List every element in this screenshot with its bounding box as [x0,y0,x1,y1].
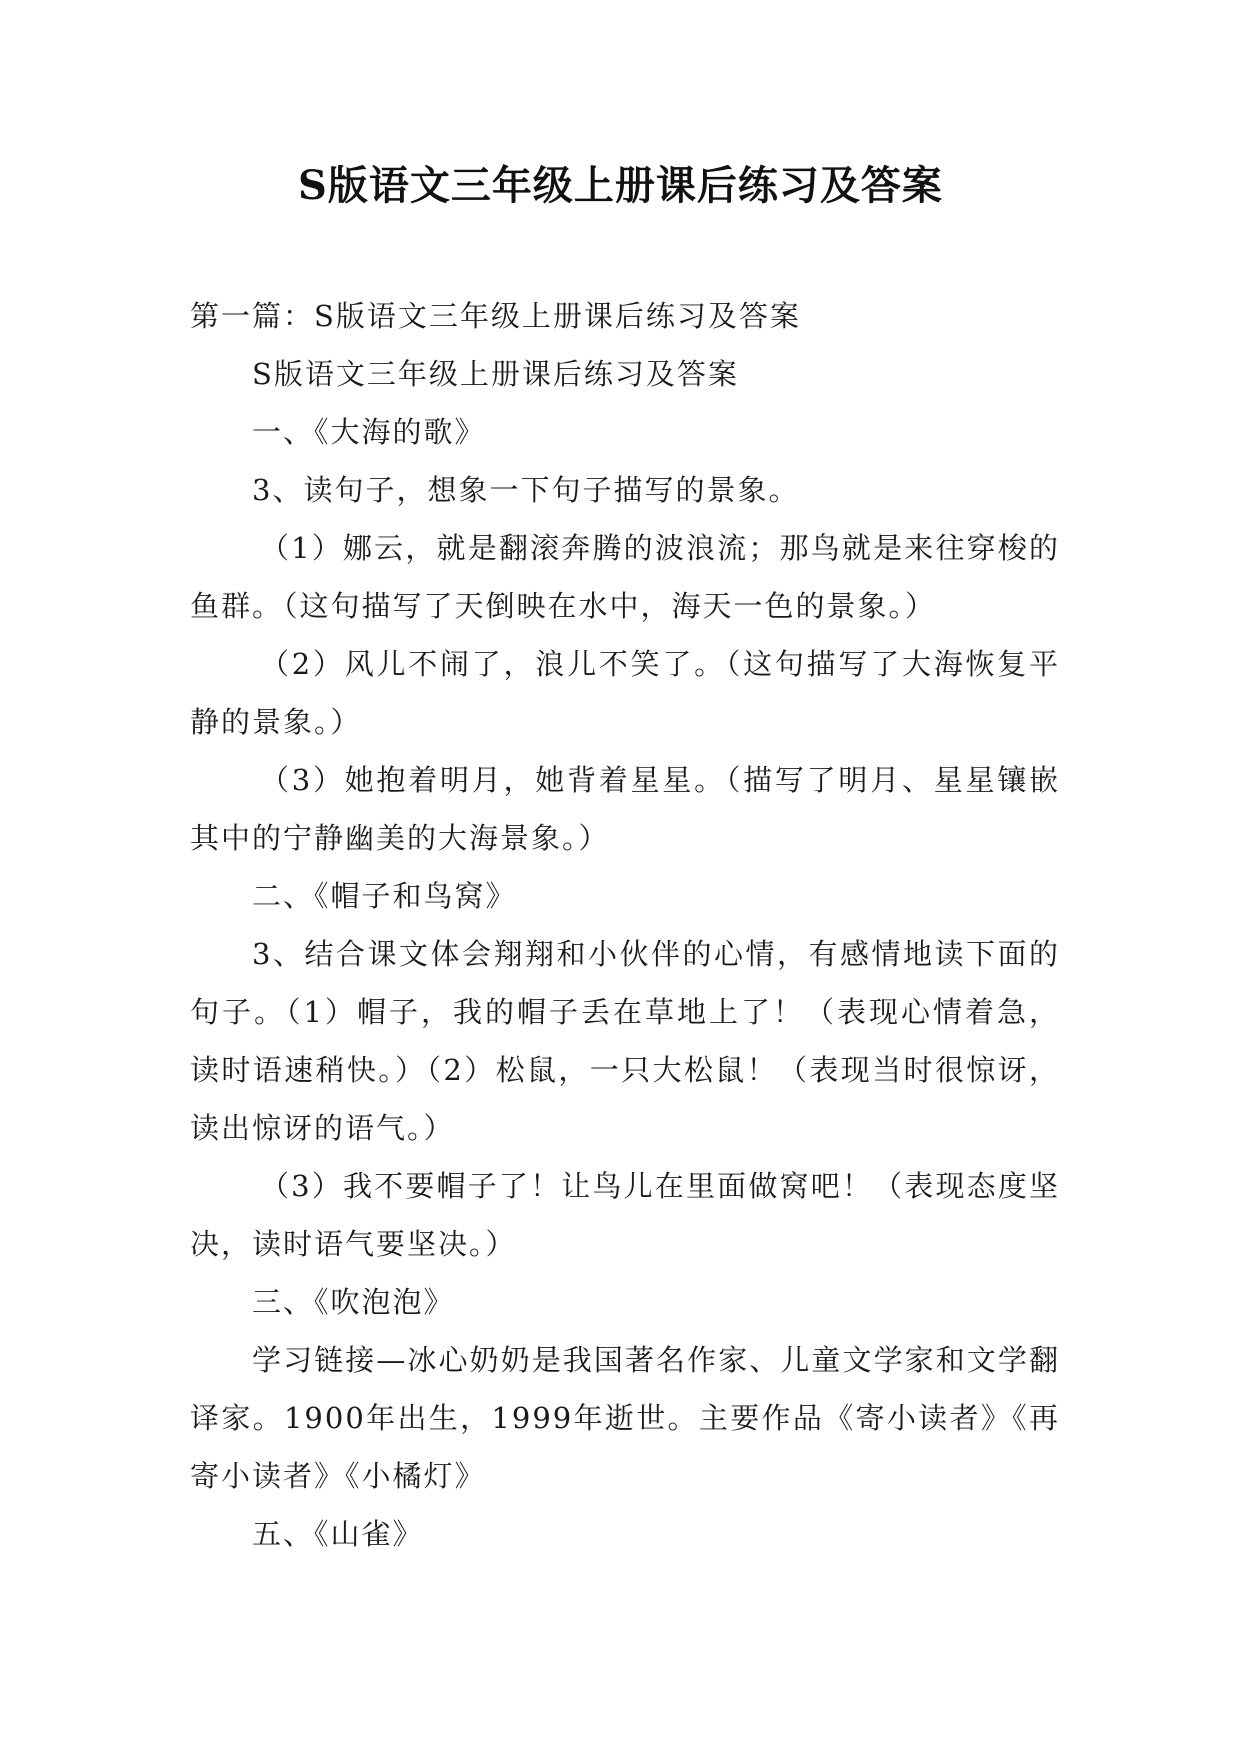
exercise-paragraph: 3、结合课文体会翔翔和小伙伴的心情，有感情地读下面的句子。（1）帽子，我的帽子丢在草地上了！（表现心情着急，读时语速稍快。）（2）松鼠，一只大松鼠！（表现当时很惊讶，读出惊讶的语气。） [190,937,1060,1145]
section-heading: 第一篇：S版语文三年级上册课后练习及答案 [190,299,801,333]
lesson-heading: 三、《吹泡泡》 [252,1285,455,1319]
lesson-heading: 五、《山雀》 [252,1517,424,1551]
lesson-heading: 一、《大海的歌》 [252,415,486,449]
lesson-heading: 二、《帽子和鸟窝》 [252,879,517,913]
document-title: S版语文三年级上册课后练习及答案 [298,162,943,209]
document-body [190,287,1060,1563]
answer-paragraph: （3）我不要帽子了！让鸟儿在里面做窝吧！（表现态度坚决，读时语气要坚决。） [190,1169,1060,1261]
answer-paragraph: （3）她抱着明月，她背着星星。（描写了明月、星星镶嵌其中的宁静幽美的大海景象。） [190,763,1060,855]
answer-paragraph: （2）风儿不闹了，浪儿不笑了。（这句描写了大海恢复平静的景象。） [190,647,1060,739]
exercise-paragraph: 3、读句子，想象一下句子描写的景象。 [252,473,800,507]
subtitle-paragraph: S版语文三年级上册课后练习及答案 [252,357,739,391]
info-paragraph: 学习链接—冰心奶奶是我国著名作家、儿童文学家和文学翻译家。1900年出生，1999年逝世。主要作品《寄小读者》《再寄小读者》《小橘灯》 [190,1343,1060,1493]
answer-paragraph: （1）娜云，就是翻滚奔腾的波浪流；那鸟就是来往穿梭的鱼群。（这句描写了天倒映在水中，海天一色的景象。） [190,531,1060,623]
